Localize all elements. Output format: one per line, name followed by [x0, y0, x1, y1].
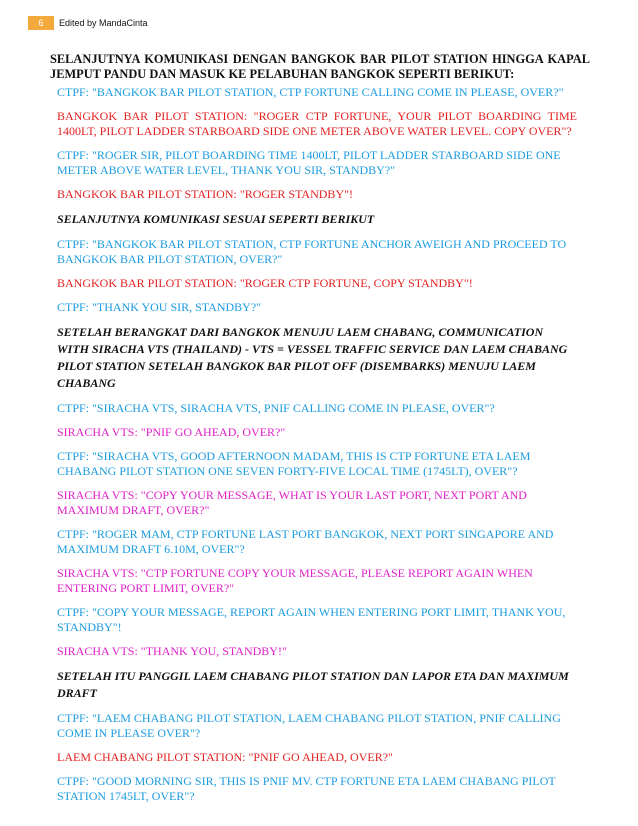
pilot-station-message: BANGKOK BAR PILOT STATION: "ROGER CTP FORTUNE, YOUR PILOT BOARDING TIME 1400LT, PILOT LADDER STARBOARD SIDE ONE METER ABOVE WATER LEVEL. COPY OVER"? [57, 109, 577, 138]
ctpf-message: CTPF: "COPY YOUR MESSAGE, REPORT AGAIN WHEN ENTERING PORT LIMIT, THANK YOU, STANDBY"! [57, 605, 566, 634]
ctpf-message: CTPF: "BANGKOK BAR PILOT STATION, CTP FORTUNE ANCHOR AWEIGH AND PROCEED TO BANGKOK BAR PILOT STATION, OVER?" [57, 237, 567, 266]
ctpf-message: CTPF: "ROGER MAM, CTP FORTUNE LAST PORT BANGKOK, NEXT PORT SINGAPORE AND MAXIMUM DRAFT 6.10M, OVER"? [57, 527, 554, 556]
section-heading: SETELAH BERANGKAT DARI BANGKOK MENUJU LAEM CHABANG, COMMUNICATION WITH SIRACHA VTS (THAILAND) - VTS = VESSEL TRAFFIC SERVICE DAN LAEM CHABANG PILOT STATION SETELAH BANGKOK BAR PILOT OFF (DISEMBARKS) MENUJU LAEM CHABANG [57, 325, 568, 390]
section-heading: SETELAH ITU PANGGIL LAEM CHABANG PILOT STATION DAN LAPOR ETA DAN MAXIMUM DRAFT [57, 669, 569, 700]
vts-message: SIRACHA VTS: "THANK YOU, STANDBY!" [57, 644, 287, 658]
page-number: 6 [38, 18, 44, 28]
vts-message: SIRACHA VTS: "CTP FORTUNE COPY YOUR MESSAGE, PLEASE REPORT AGAIN WHEN ENTERING PORT LIMIT, OVER?" [57, 566, 533, 595]
section-heading: SELANJUTNYA KOMUNIKASI SESUAI SEPERTI BERIKUT [57, 212, 375, 226]
ctpf-message: CTPF: "THANK YOU SIR, STANDBY?" [57, 300, 262, 314]
ctpf-message: CTPF: "ROGER SIR, PILOT BOARDING TIME 1400LT, PILOT LADDER STARBOARD SIDE ONE METER ABOVE WATER LEVEL, THANK YOU SIR, STANDBY?" [57, 148, 561, 177]
pilot-station-message: BANGKOK BAR PILOT STATION: "ROGER CTP FORTUNE, COPY STANDBY"! [57, 276, 473, 290]
ctpf-message: CTPF: "BANGKOK BAR PILOT STATION, CTP FORTUNE CALLING COME IN PLEASE, OVER?" [57, 85, 564, 99]
ctpf-message: CTPF: "SIRACHA VTS, GOOD AFTERNOON MADAM, THIS IS CTP FORTUNE ETA LAEM CHABANG PILOT STATION ONE SEVEN FORTY-FIVE LOCAL TIME (1745LT), OVER"? [57, 449, 531, 478]
ctpf-message: CTPF: "LAEM CHABANG PILOT STATION, LAEM CHABANG PILOT STATION, PNIF CALLING COME IN PLEASE OVER"? [57, 711, 561, 740]
ctpf-message: CTPF: "SIRACHA VTS, SIRACHA VTS, PNIF CALLING COME IN PLEASE, OVER"? [57, 401, 495, 415]
intro-heading: SELANJUTNYA KOMUNIKASI DENGAN BANGKOK BAR PILOT STATION HINGGA KAPAL JEMPUT PANDU DAN MASUK KE PELABUHAN BANGKOK SEPERTI BERIKUT: [50, 52, 590, 81]
vts-message: SIRACHA VTS: "PNIF GO AHEAD, OVER?" [57, 425, 286, 439]
editor-note: Edited by MandaCinta [59, 18, 148, 28]
pilot-station-message: LAEM CHABANG PILOT STATION: "PNIF GO AHEAD, OVER?" [57, 750, 393, 764]
pilot-station-message: BANGKOK BAR PILOT STATION: "ROGER STANDBY"! [57, 187, 353, 201]
ctpf-message: CTPF: "GOOD MORNING SIR, THIS IS PNIF MV. CTP FORTUNE ETA LAEM CHABANG PILOT STATION 1745LT, OVER"? [57, 774, 556, 803]
page-number-badge [28, 16, 54, 30]
radio-communication-transcript [57, 85, 577, 813]
vts-message: SIRACHA VTS: "COPY YOUR MESSAGE, WHAT IS YOUR LAST PORT, NEXT PORT AND MAXIMUM DRAFT, OVER?" [57, 488, 527, 517]
